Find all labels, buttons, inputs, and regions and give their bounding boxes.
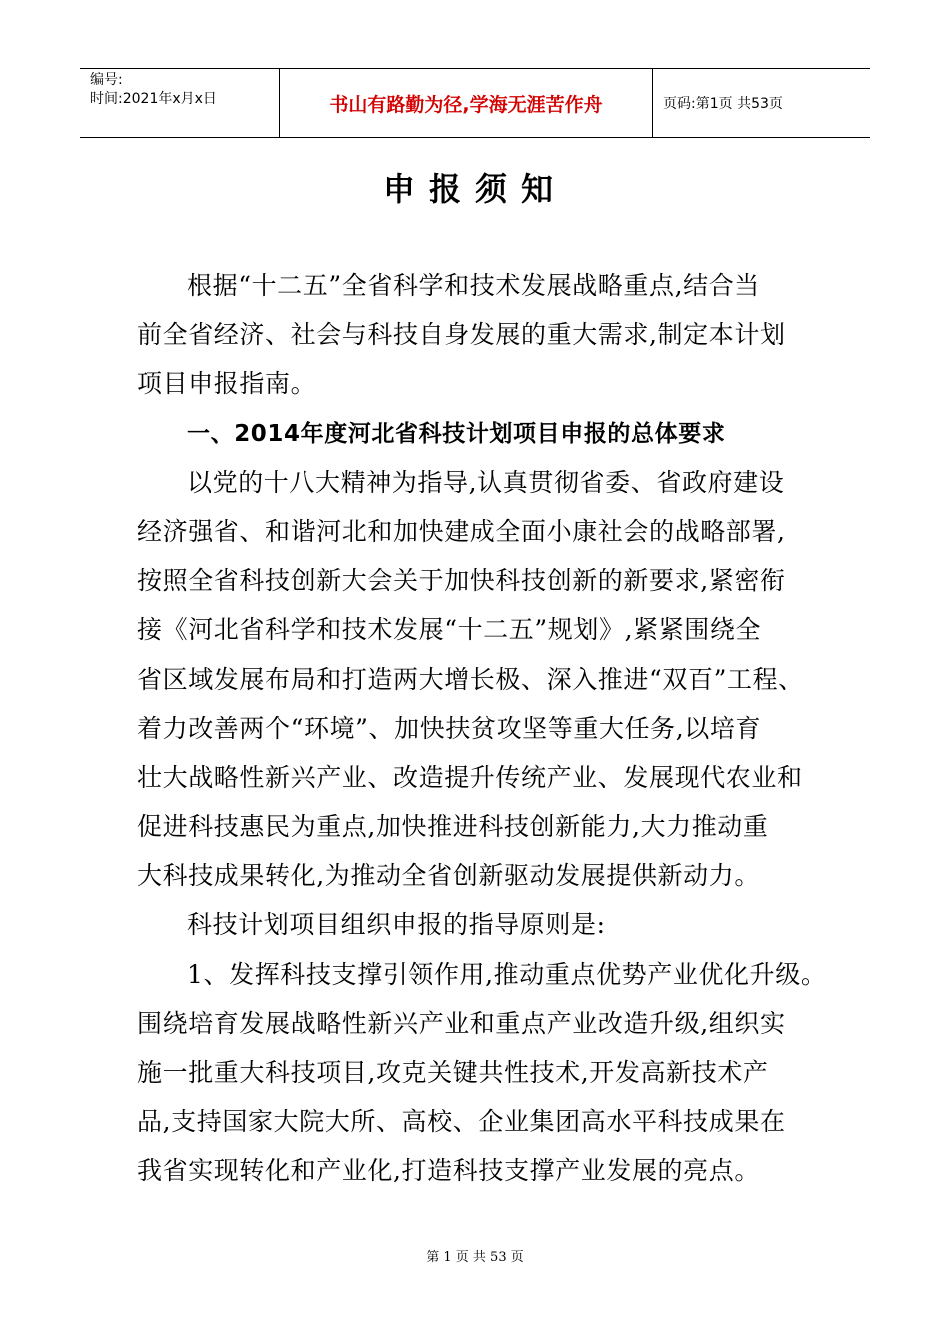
paragraph-line: 大科技成果转化,为推动全省创新驱动发展提供新动力。: [137, 861, 760, 891]
page-info: 页码:第1页 共53页: [663, 96, 783, 112]
paragraph-line: 壮大战略性新兴产业、改造提升传统产业、发展现代农业和: [137, 762, 803, 792]
paragraph-line: 前全省经济、社会与科技自身发展的重大需求,制定本计划: [137, 320, 786, 350]
header-left-cell: [80, 69, 280, 137]
number-label: 编号:: [90, 72, 123, 88]
paragraph-line: 以党的十八大精神为指导,认真贯彻省委、省政府建设: [187, 467, 785, 497]
paragraph-line: 施一批重大科技项目,攻克关键共性技术,开发高新技术产: [137, 1058, 769, 1087]
paragraph-line: 按照全省科技创新大会关于加快科技创新的新要求,紧密衔: [137, 566, 786, 596]
page-footer: 第 1 页 共 53 页: [426, 1250, 524, 1265]
paragraph-line: 我省实现转化和产业化,打造科技支撑产业发展的亮点。: [137, 1156, 760, 1186]
paragraph-line: 着力改善两个“环境”、加快扶贫攻坚等重大任务,以培育: [137, 713, 762, 743]
section-heading: 一、2014年度河北省科技计划项目申报的总体要求: [187, 420, 726, 447]
paragraph-line: 品,支持国家大院大所、高校、企业集团高水平科技成果在: [137, 1107, 786, 1137]
motto: 书山有路勤为径,学海无涯苦作舟: [280, 69, 653, 137]
paragraph-line: 1、发挥科技支撑引领作用,推动重点优势产业优化升级。: [187, 959, 827, 989]
header-table: [80, 68, 870, 138]
body-text: [137, 268, 837, 1203]
paragraph-line: 接《河北省科学和技术发展“十二五”规划》,紧紧围绕全: [137, 615, 762, 645]
paragraph-line: 省区域发展布局和打造两大增长极、深入推进“双百”工程、: [137, 664, 804, 694]
date-label: 时间:2021年x月x日: [90, 91, 217, 107]
paragraph-line: 科技计划项目组织申报的指导原则是:: [187, 910, 606, 940]
paragraph-line: 经济强省、和谐河北和加快建成全面小康社会的战略部署,: [137, 516, 786, 546]
paragraph-line: 项目申报指南。: [137, 369, 317, 399]
paragraph-line: 促进科技惠民为重点,加快推进科技创新能力,大力推动重: [137, 812, 769, 842]
paragraph-line: 根据“十二五”全省科学和技术发展战略重点,结合当: [187, 271, 760, 300]
paragraph-line: 围绕培育发展战略性新兴产业和重点产业改造升级,组织实: [137, 1008, 786, 1038]
document-title: 申报须知: [382, 170, 567, 208]
